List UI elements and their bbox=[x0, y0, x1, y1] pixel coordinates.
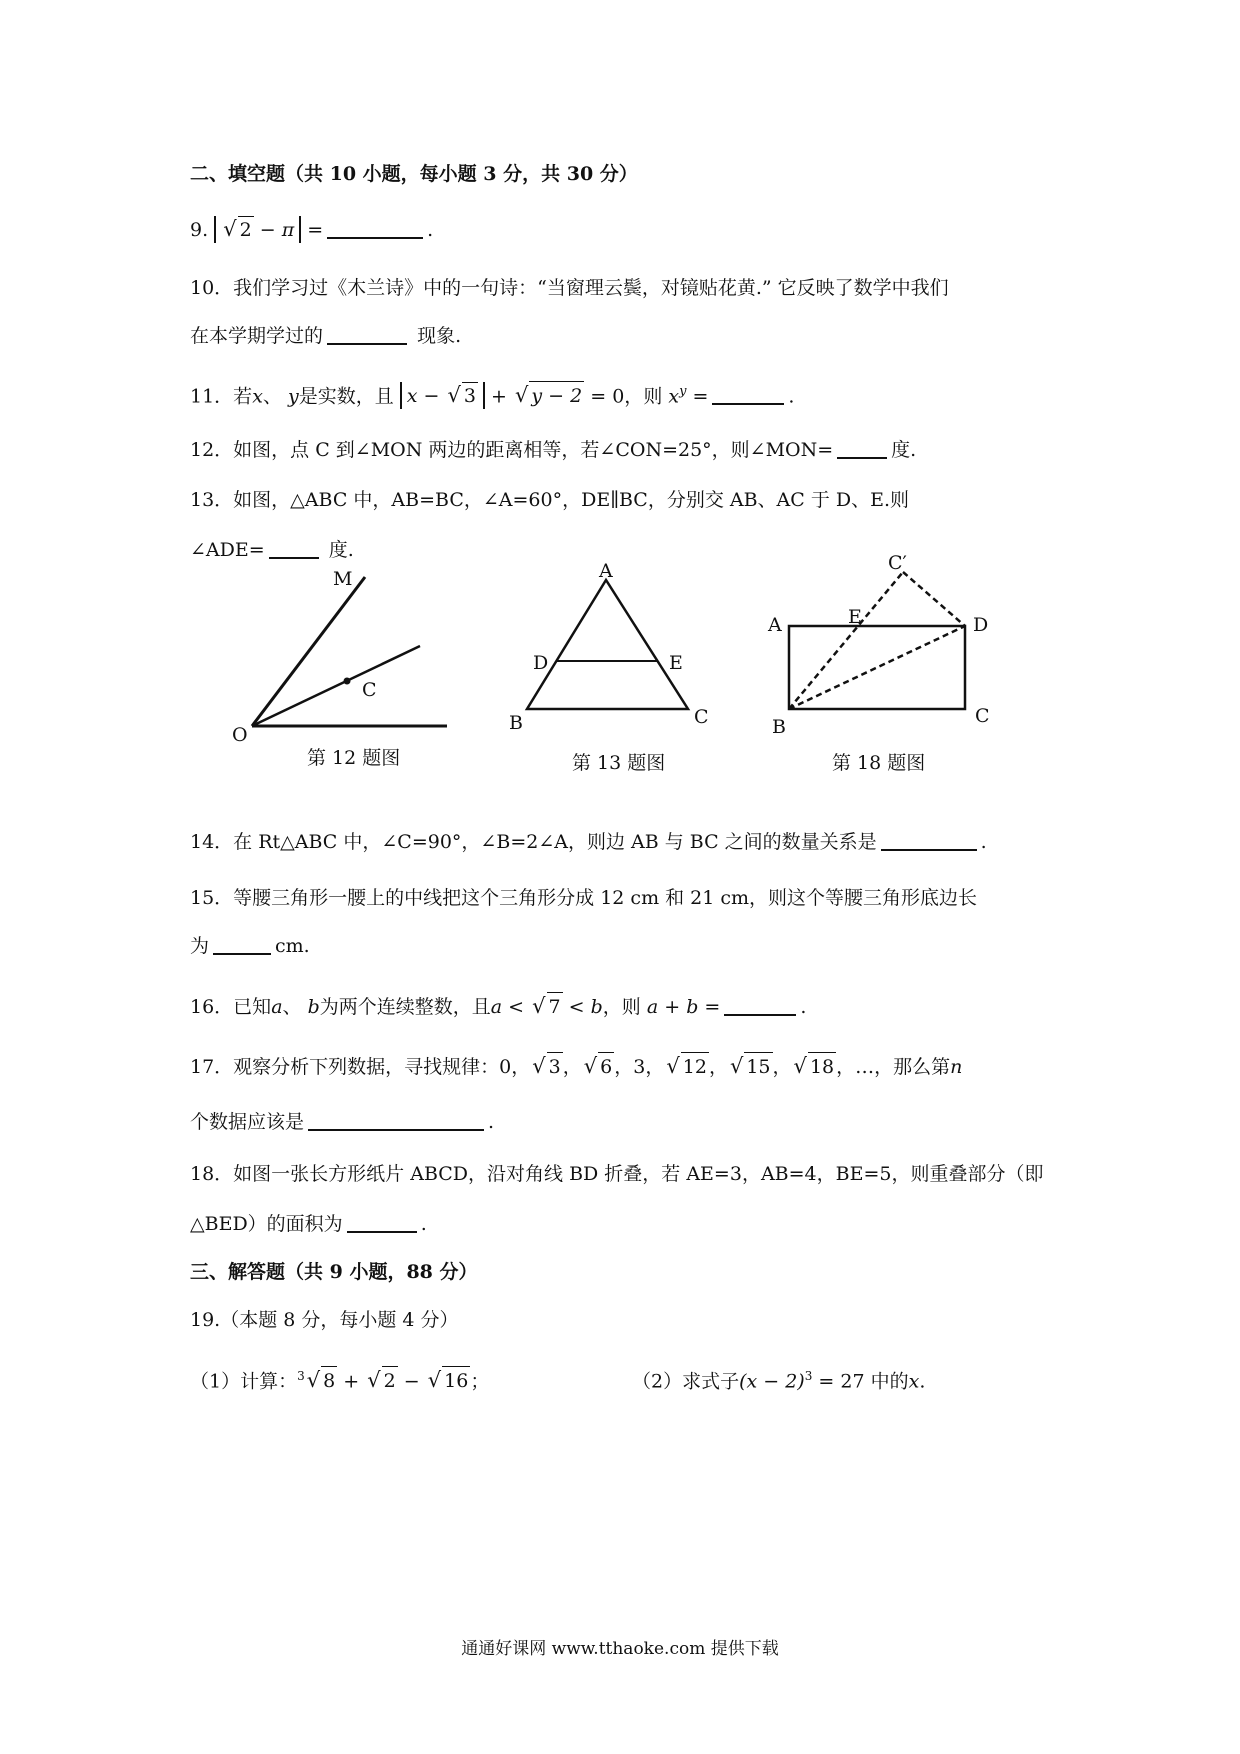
question-12: 12．如图，点 C 到∠MON 两边的距离相等，若∠CON=25°，则∠MON= 度. bbox=[190, 439, 917, 461]
question-11: 11．若x、 y是实数，且 x − √ 3 + √ y − 2 = 0，则 $x^y$ = . bbox=[190, 378, 794, 410]
label-a: A bbox=[599, 560, 613, 582]
question-14: 14．在 Rt△ABC 中，∠C=90°，∠B=2∠A，则边 AB 与 BC 之间的数量关系是 . bbox=[190, 831, 987, 853]
fold-bc-prime bbox=[789, 572, 903, 709]
answer-blank[interactable] bbox=[308, 1109, 484, 1131]
question-17-line2: 个数据应该是 . bbox=[190, 1111, 495, 1133]
ray-om bbox=[252, 577, 365, 726]
figures-row bbox=[0, 555, 1240, 775]
label-c: C bbox=[975, 705, 990, 727]
question-19-title: 19.（本题 8 分，每小题 4 分） bbox=[190, 1309, 459, 1331]
sqrt-argument: 2 bbox=[238, 216, 254, 243]
answer-blank[interactable] bbox=[712, 383, 784, 405]
question-18-line1: 18．如图一张长方形纸片 ABCD，沿对角线 BD 折叠，若 AE=3，AB=4，BE=5，则重叠部分（即 bbox=[190, 1163, 1044, 1185]
caption-figure-12: 第 12 题图 bbox=[307, 747, 401, 769]
figure-12 bbox=[232, 568, 447, 746]
section-title-fill-blank: 二、填空题（共 10 小题，每小题 3 分，共 30 分） bbox=[190, 163, 638, 185]
label-b: B bbox=[509, 712, 523, 734]
question-15-line2: 为 cm. bbox=[190, 935, 310, 957]
abs-value-expression: x − √ 3 bbox=[400, 382, 485, 409]
label-d: D bbox=[973, 614, 989, 636]
label-d: D bbox=[533, 652, 549, 674]
question-16: 16．已知a、 b为两个连续整数，且a < √ 7 < b，则 a + b = . bbox=[190, 992, 806, 1021]
answer-blank[interactable] bbox=[347, 1211, 417, 1233]
answer-blank[interactable] bbox=[213, 933, 271, 955]
label-c-prime: C′ bbox=[888, 555, 907, 574]
footer-source: 通通好课网 www.tthaoke.com 提供下载 bbox=[461, 1639, 779, 1659]
answer-blank[interactable] bbox=[837, 437, 887, 459]
label-a: A bbox=[768, 614, 782, 636]
triangle-abc bbox=[527, 580, 688, 709]
figure-13 bbox=[509, 560, 709, 734]
question-10-line1: 10．我们学习过《木兰诗》中的一句诗：“当窗理云鬓，对镜贴花黄.” 它反映了数学中我们 bbox=[190, 277, 949, 299]
answer-blank[interactable] bbox=[327, 323, 407, 345]
question-18-line2: △BED）的面积为 . bbox=[190, 1213, 427, 1235]
question-19-part2: （2）求式子$(x - 2)^3 = 27$ 中的x. bbox=[632, 1369, 926, 1393]
answer-blank[interactable] bbox=[724, 994, 796, 1016]
radical-sign: √ bbox=[223, 217, 237, 241]
caption-figure-18: 第 18 题图 bbox=[832, 752, 926, 774]
answer-blank[interactable] bbox=[327, 217, 423, 239]
question-13-line2: ∠ADE= 度. bbox=[190, 539, 354, 561]
question-15-line1: 15．等腰三角形一腰上的中线把这个三角形分成 12 cm 和 21 cm，则这个等腰三角形底边长 bbox=[190, 887, 978, 909]
point-c bbox=[344, 678, 351, 685]
question-13-line1: 13．如图，△ABC 中，AB=BC，∠A=60°，DE∥BC，分别交 AB、AC 于 D、E.则 bbox=[190, 489, 910, 511]
section-title-solve: 三、解答题（共 9 小题，88 分） bbox=[190, 1261, 478, 1283]
label-e: E bbox=[669, 652, 683, 674]
question-number: 9. bbox=[190, 219, 209, 241]
label-o: O bbox=[232, 724, 248, 746]
question-9: 9. √ 2 − π = . bbox=[190, 217, 434, 241]
question-10-line2: 在本学期学过的 现象. bbox=[190, 325, 462, 347]
question-19-part1: （1）计算：$^3$√ 8 + √ 2 − √ 16 ； bbox=[190, 1362, 489, 1395]
fold-c-prime-d bbox=[903, 572, 965, 626]
label-m: M bbox=[333, 568, 353, 590]
answer-blank[interactable] bbox=[881, 829, 977, 851]
label-e: E bbox=[848, 606, 862, 628]
caption-figure-13: 第 13 题图 bbox=[572, 752, 666, 774]
label-c: C bbox=[362, 679, 377, 701]
label-b: B bbox=[772, 716, 786, 738]
diagonal-bd bbox=[789, 626, 965, 709]
ray-oc bbox=[252, 646, 420, 726]
figure-18 bbox=[767, 555, 990, 738]
question-17-line1: 17．观察分析下列数据，寻找规律：0，√ 3 ，√ 6 ，3，√ 12 ，√ 15 ，√ 18 ，…，那么第n bbox=[190, 1052, 962, 1081]
abs-value-expression: √ 2 − π bbox=[214, 216, 301, 243]
label-c: C bbox=[694, 706, 709, 728]
